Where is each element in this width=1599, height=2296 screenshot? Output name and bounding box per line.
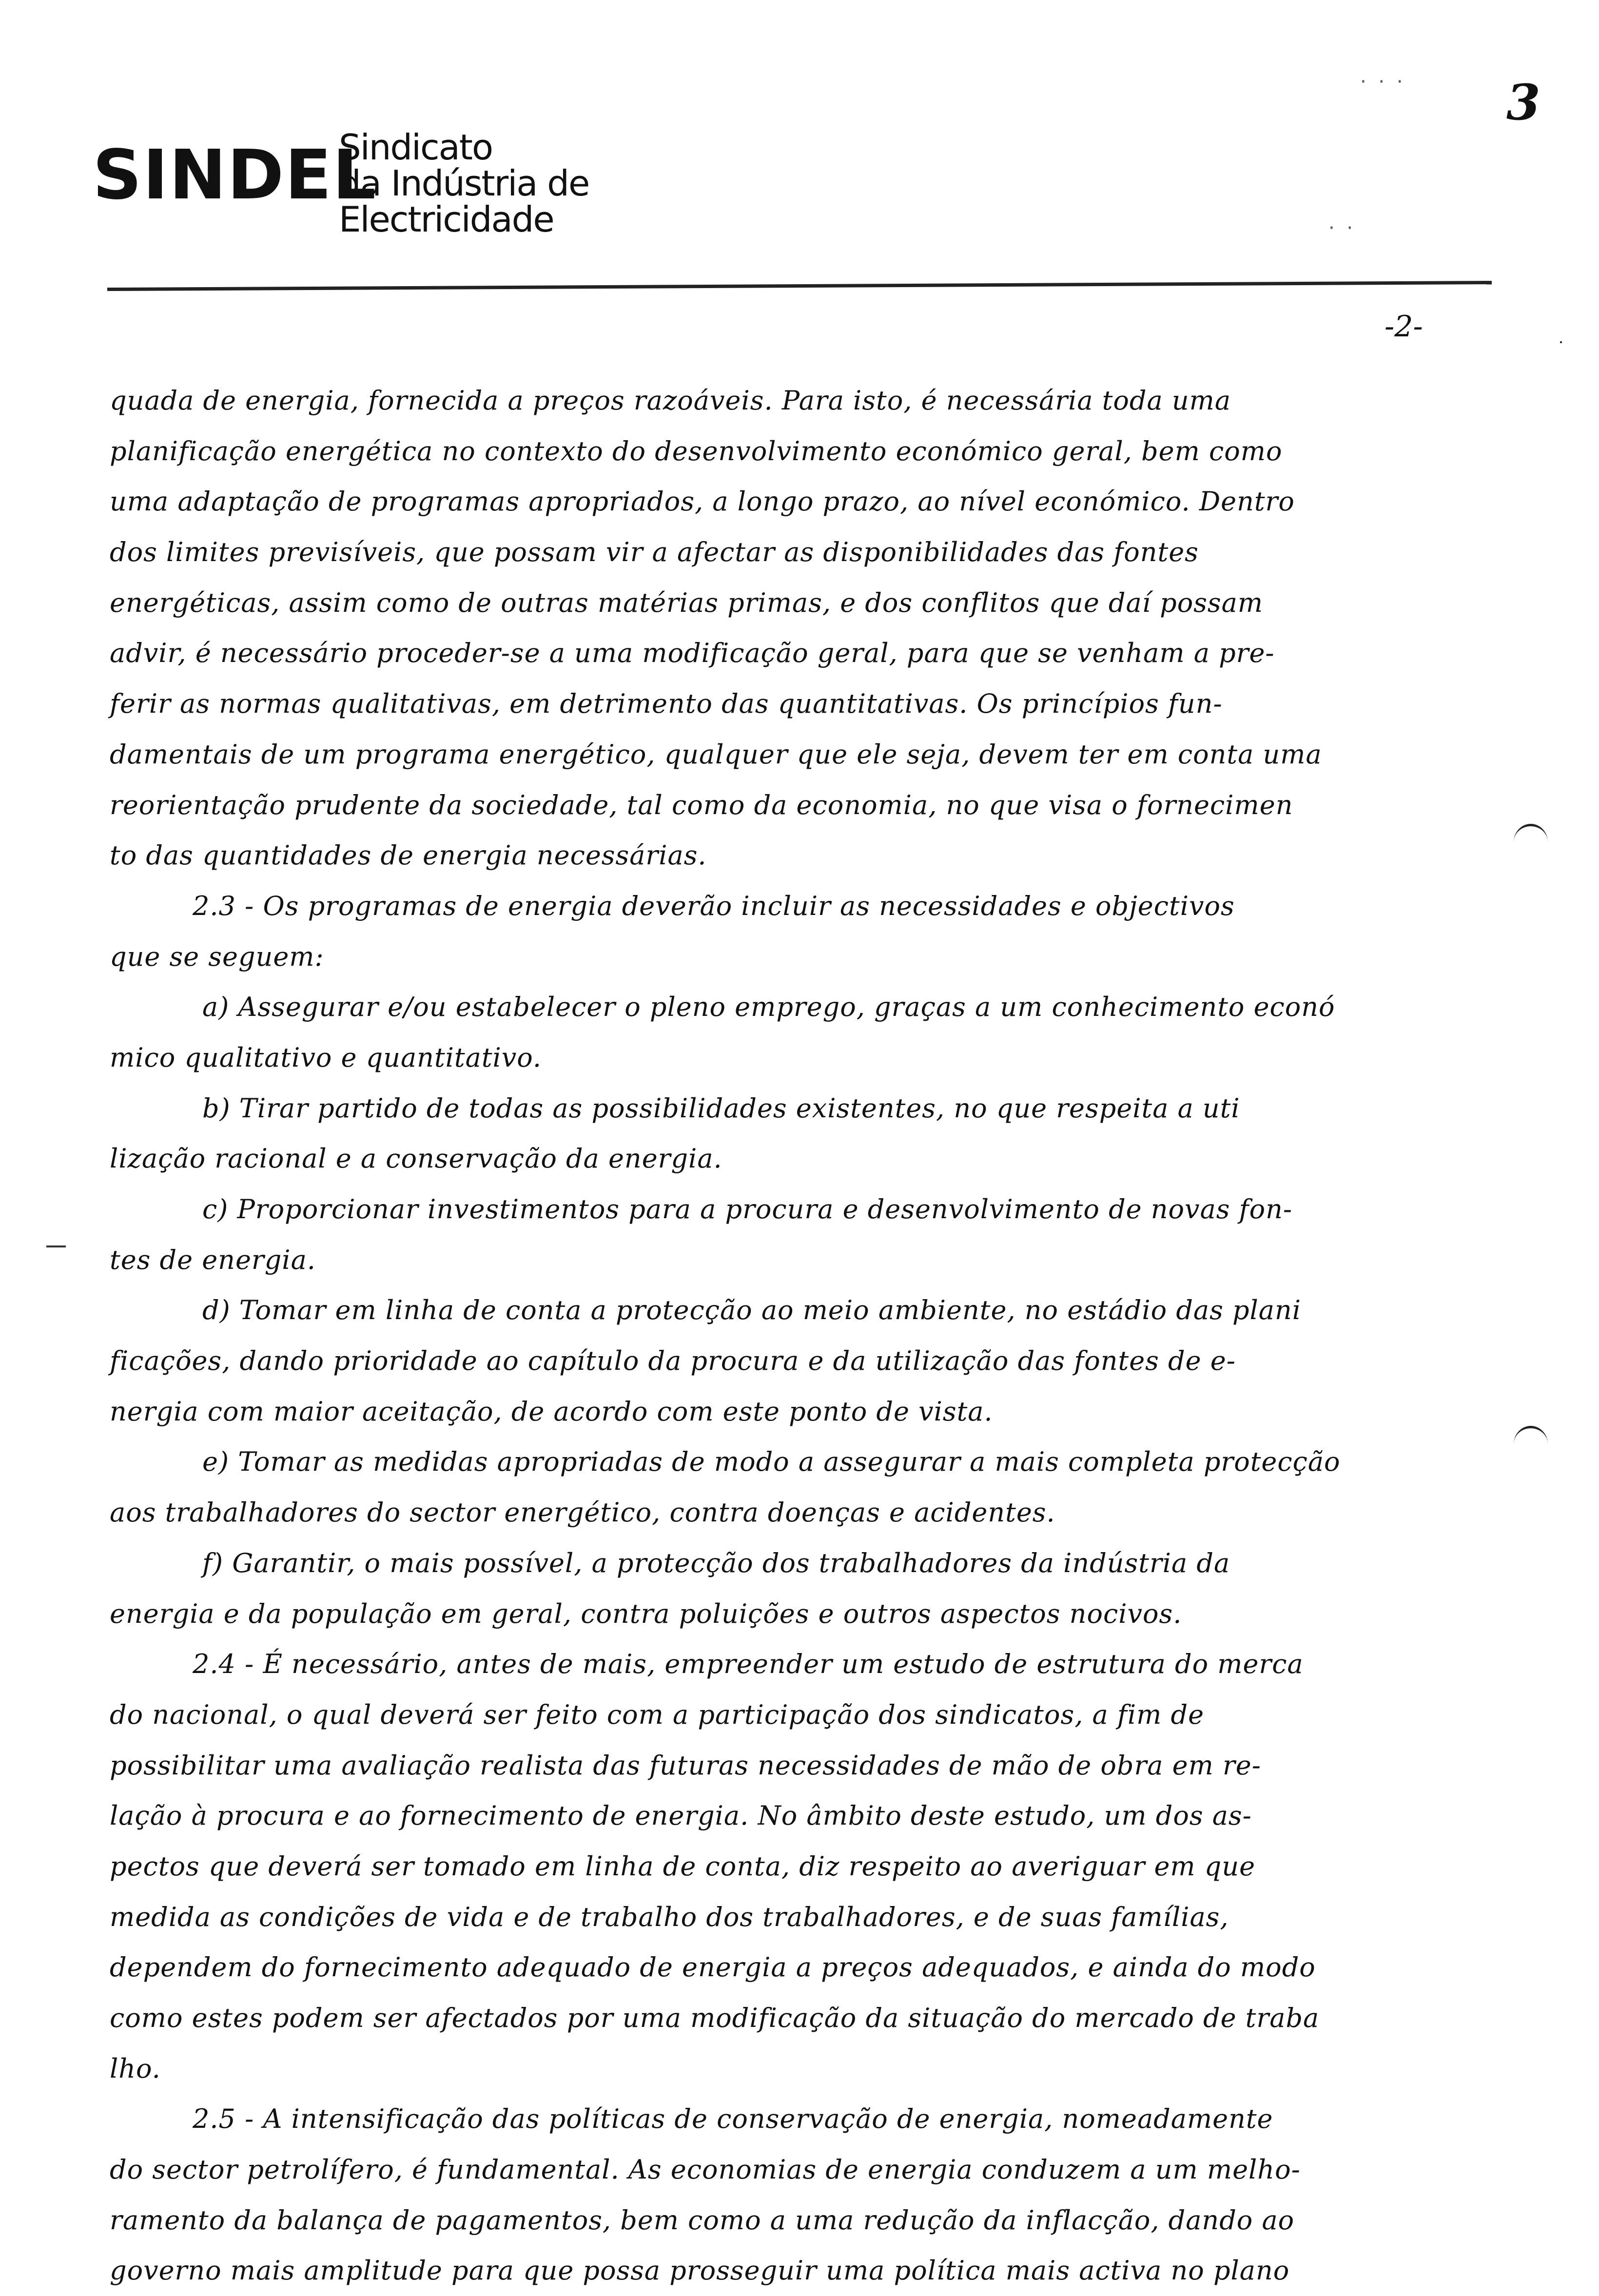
header-rule bbox=[107, 281, 1492, 291]
corner-page-number: 3 bbox=[1506, 74, 1540, 131]
text-line: que se seguem: bbox=[110, 941, 324, 972]
body-text bbox=[110, 375, 1489, 2296]
text-line: do sector petrolífero, é fundamental. As economias de energia conduzem a um melho- bbox=[110, 2154, 1301, 2185]
letterhead-subtitle-line: da Indústria de bbox=[339, 163, 589, 204]
margin-bracket-mark bbox=[1514, 824, 1548, 860]
text-line: como estes podem ser afectados por uma modificação da situação do mercado de traba bbox=[110, 2003, 1320, 2033]
list-item-line: a) Assegurar e/ou estabelecer o pleno emprego, graças a um conhecimento econó bbox=[202, 992, 1335, 1023]
list-item-line: c) Proporcionar investimentos para a procura e desenvolvimento de novas fon- bbox=[202, 1194, 1293, 1225]
section-heading-line: 2.4 - É necessário, antes de mais, empreender um estudo de estrutura do merca bbox=[193, 1649, 1304, 1680]
text-line: governo mais amplitude para que possa prosseguir uma política mais activa no plano bbox=[110, 2255, 1290, 2286]
text-line: tes de energia. bbox=[110, 1244, 316, 1275]
margin-dash-mark bbox=[1560, 341, 1562, 343]
text-line: mico qualitativo e quantitativo. bbox=[110, 1042, 542, 1073]
text-line: lização racional e a conservação da energia. bbox=[110, 1143, 722, 1174]
letterhead-subtitle bbox=[339, 127, 589, 240]
text-line: to das quantidades de energia necessárias. bbox=[110, 840, 707, 871]
text-line: lho. bbox=[110, 2053, 161, 2084]
text-line: nergia com maior aceitação, de acordo com este ponto de vista. bbox=[110, 1396, 993, 1427]
margin-bracket-mark bbox=[1514, 1426, 1548, 1462]
list-item-line: f) Garantir, o mais possível, a protecção dos trabalhadores da indústria da bbox=[202, 1547, 1230, 1578]
list-item-line: e) Tomar as medidas apropriadas de modo a assegurar a mais completa protecção bbox=[202, 1446, 1341, 1478]
text-line: ficações, dando prioridade ao capítulo da procura e da utilização das fontes de e- bbox=[110, 1345, 1236, 1377]
text-line: energéticas, assim como de outras matérias primas, e dos conflitos que daí possam bbox=[110, 587, 1264, 618]
margin-dash-mark bbox=[46, 1245, 66, 1247]
sindel-logo: SINDEL bbox=[93, 136, 377, 215]
letterhead-subtitle-line: Sindicato bbox=[339, 127, 493, 168]
text-line: damentais de um programa energético, qualquer que ele seja, devem ter em conta uma bbox=[110, 739, 1322, 770]
text-line: advir, é necessário proceder-se a uma modificação geral, para que se venham a pre- bbox=[110, 638, 1275, 669]
section-heading-line: 2.5 - A intensificação das políticas de conservação de energia, nomeadamente bbox=[193, 2103, 1273, 2135]
text-line: reorientação prudente da sociedade, tal como da economia, no que visa o fornecimen bbox=[110, 789, 1293, 820]
text-line: uma adaptação de programas apropriados, a longo prazo, ao nível económico. Dentro bbox=[110, 486, 1295, 517]
letterhead-subtitle-line: Electricidade bbox=[339, 199, 554, 240]
text-line: pectos que deverá ser tomado em linha de conta, diz respeito ao averiguar em que bbox=[110, 1850, 1256, 1882]
text-line: lação à procura e ao fornecimento de energia. No âmbito deste estudo, um dos as- bbox=[110, 1800, 1252, 1831]
text-line: dos limites previsíveis, que possam vir a afectar as disponibilidades das fontes bbox=[110, 537, 1199, 568]
text-line: dependem do fornecimento adequado de energia a preços adequados, e ainda do modo bbox=[110, 1952, 1316, 1983]
list-item-line: b) Tirar partido de todas as possibilidades existentes, no que respeita a uti bbox=[202, 1092, 1240, 1124]
page-number: -2- bbox=[1384, 310, 1423, 344]
speckle-mark: · · bbox=[1328, 217, 1356, 239]
list-item-line: d) Tomar em linha de conta a protecção ao meio ambiente, no estádio das plani bbox=[202, 1295, 1302, 1326]
text-line: ramento da balança de pagamentos, bem como a uma redução da inflacção, dando ao bbox=[110, 2204, 1295, 2236]
text-line: aos trabalhadores do sector energético, contra doenças e acidentes. bbox=[110, 1497, 1055, 1528]
text-line: do nacional, o qual deverá ser feito com a participação dos sindicatos, a fim de bbox=[110, 1699, 1205, 1730]
text-line: medida as condições de vida e de trabalho dos trabalhadores, e de suas famílias, bbox=[110, 1901, 1229, 1932]
text-line: quada de energia, fornecida a preços razoáveis. Para isto, é necessária toda uma bbox=[110, 385, 1231, 416]
speckle-mark: · · · bbox=[1360, 71, 1406, 93]
text-line: possibilitar uma avaliação realista das futuras necessidades de mão de obra em re- bbox=[110, 1750, 1261, 1781]
section-heading-line: 2.3 - Os programas de energia deverão incluir as necessidades e objectivos bbox=[193, 890, 1235, 921]
text-line: ferir as normas qualitativas, em detrimento das quantitativas. Os princípios fun- bbox=[110, 688, 1223, 720]
text-line: planificação energética no contexto do desenvolvimento económico geral, bem como bbox=[110, 435, 1283, 467]
text-line: energia e da população em geral, contra poluições e outros aspectos nocivos. bbox=[110, 1598, 1182, 1629]
